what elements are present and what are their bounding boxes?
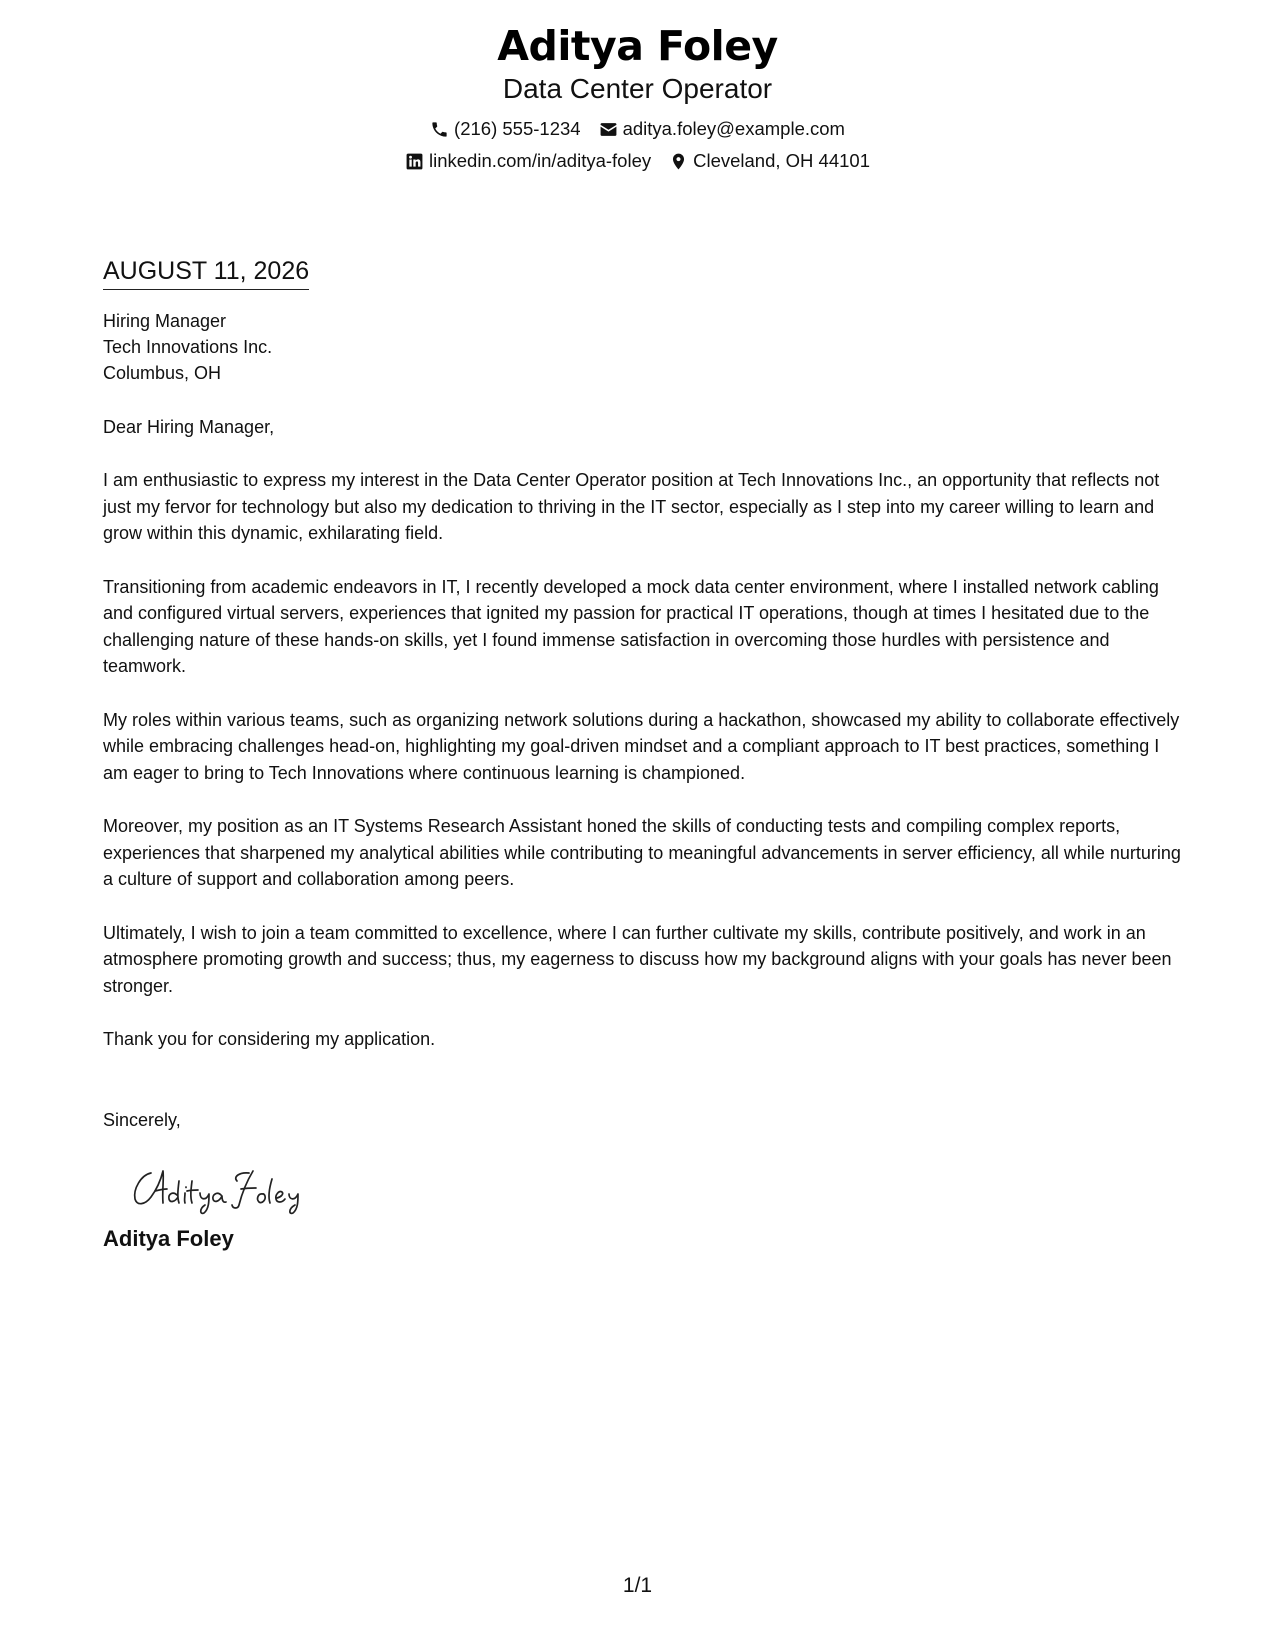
phone-icon — [430, 120, 449, 139]
recipient-location: Columbus, OH — [103, 363, 222, 383]
paragraph-4: Moreover, my position as an IT Systems Research Assistant honed the skills of conducting tests and compiling complex reports, experiences that sharpened my analytical abilities while contributing to meaningful advancements in server efficiency, all while nurturing a culture of support and collaboration among peers. — [103, 816, 1181, 889]
paragraph-3: My roles within various teams, such as organizing network solutions during a hackathon, showcased my ability to collaborate effectively while embracing challenges head-on, highlighting my goal-driven mindset and a compliant approach to IT best practices, something I am eager to bring to Tech Innovations where continuous learning is championed. — [103, 709, 1180, 783]
contact-location — [669, 150, 870, 172]
letter-header — [0, 18, 1275, 172]
recipient-name: Hiring Manager — [103, 311, 227, 331]
envelope-icon — [599, 120, 618, 139]
linkedin-icon — [405, 152, 424, 171]
linkedin-link[interactable]: linkedin.com/in/aditya-foley — [429, 150, 652, 171]
paragraph-1: I am enthusiastic to express my interest in the Data Center Operator position at Tech Innovations Inc., an opportunity that reflects not just my fervor for technology but also my dedication to thriving in the IT sector, especially as I step into my career willing to learn and grow within this dynamic, exhilarating field. — [103, 470, 1160, 543]
job-title: Data Center Operator — [502, 73, 773, 104]
paragraph-5: Ultimately, I wish to join a team committed to excellence, where I can further cultivate my skills, contribute positively, and work in an atmosphere promoting growth and success; thus, my eagerness to discuss how my background aligns with your goals has never been stronger. — [103, 922, 1172, 996]
page-number: 1/1 — [622, 1574, 653, 1597]
signed-name: Aditya Foley — [103, 1225, 234, 1251]
recipient-block — [103, 308, 1183, 386]
applicant-name: Aditya Foley — [497, 22, 778, 70]
map-marker-icon — [669, 152, 688, 171]
letter-body — [103, 256, 1183, 1253]
contact-linkedin — [405, 150, 651, 172]
location-text: Cleveland, OH 44101 — [693, 150, 870, 171]
email-link[interactable]: aditya.foley@example.com — [622, 118, 845, 139]
contact-line-1 — [0, 118, 1275, 140]
recipient-company: Tech Innovations Inc. — [103, 337, 273, 357]
contact-email — [599, 118, 845, 140]
handwritten-signature — [129, 1159, 339, 1215]
closing: Sincerely, — [103, 1109, 181, 1130]
paragraph-thank-you: Thank you for considering my application. — [103, 1029, 436, 1049]
paragraph-2: Transitioning from academic endeavors in IT, I recently developed a mock data center environment, where I installed network cabling and configured virtual servers, experiences that ignited my passion for practical IT operations, though at times I hesitated due to the challenging nature of these hands-on skills, yet I found immense satisfaction in overcoming those hurdles with persistence and teamwork. — [103, 576, 1159, 676]
contact-phone — [430, 118, 581, 140]
contact-line-2 — [0, 150, 1275, 172]
phone-text: (216) 555-1234 — [454, 118, 581, 139]
salutation: Dear Hiring Manager, — [103, 417, 275, 437]
letter-date: AUGUST 11, 2026 — [103, 256, 309, 290]
